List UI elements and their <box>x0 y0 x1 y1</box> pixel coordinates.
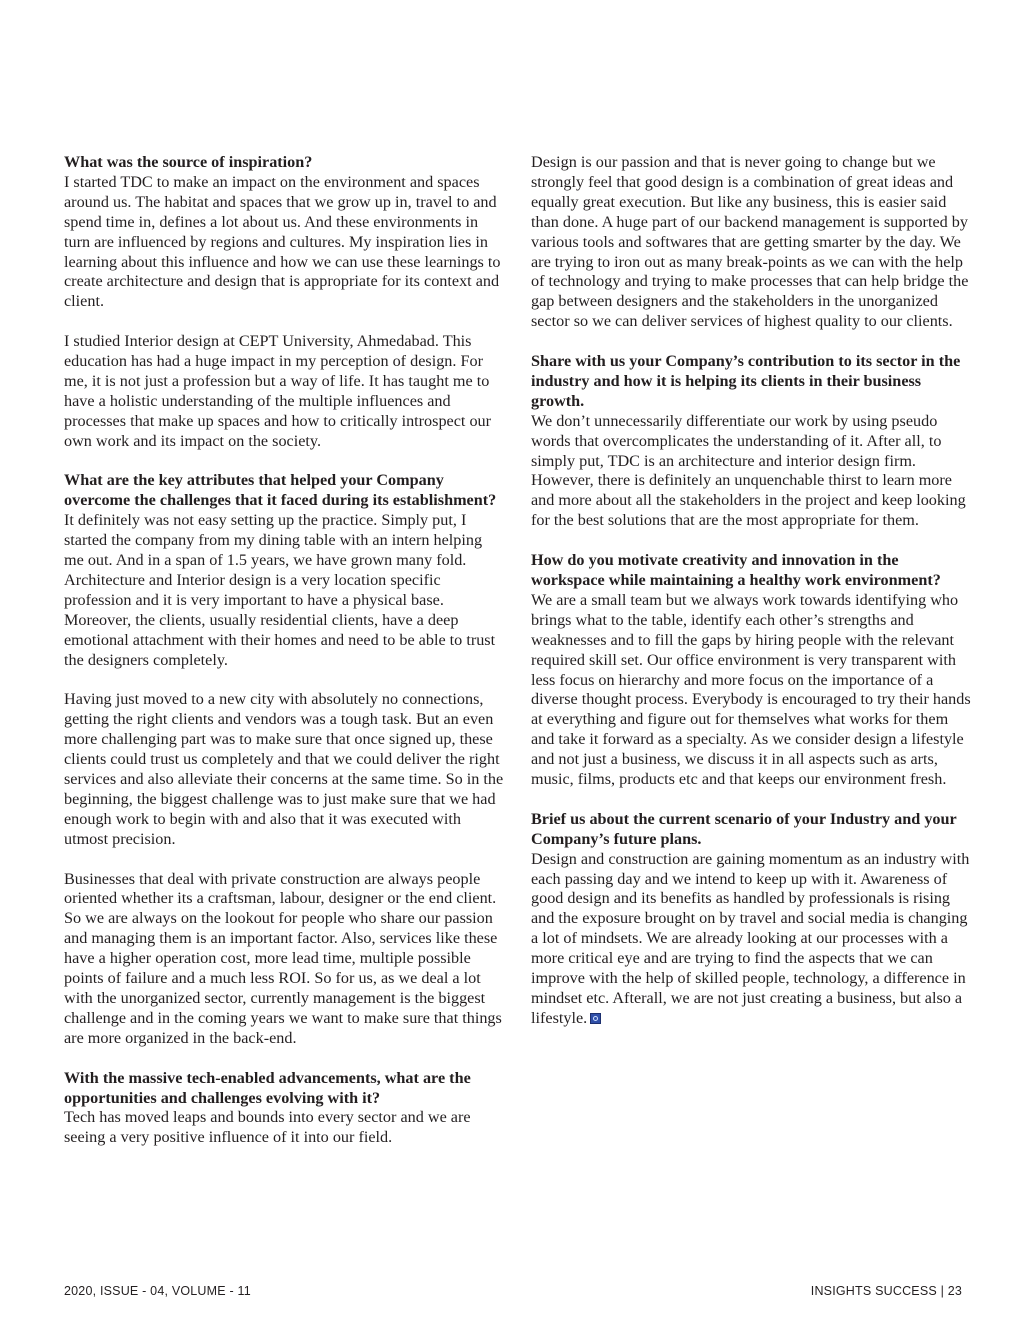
body-paragraph: Businesses that deal with private construction are always people oriented whether its a craftsman, labour, designer or the end client. So we are always on the lookout for people who share our passion and managing them is an important factor. Also, services like these have a higher operation cost, more lead time, multiple possible points of failure and a much less ROI. So for us, as we deal a lot with the unorganized sector, currently management is the biggest challenge and in the coming years we want to make sure that things are more organized in the back-end. <box>64 869 502 1047</box>
footer-issue-info: 2020, ISSUE - 04, VOLUME - 11 <box>64 1284 251 1298</box>
question-heading: Brief us about the current scenario of your Industry and your Company’s future plans. <box>531 809 957 848</box>
question-heading: What was the source of inspiration? <box>64 153 313 171</box>
answer-paragraph: We don’t unnecessarily differentiate our work by using pseudo words that overcomplicates the understanding of it. After all, to simply put, TDC is an architecture and interior design firm. However, there is definitely an unquenchable thirst to learn more and more about all the stakeholders in the project and keep looking for the best solutions that are the most appropriate for them. <box>531 411 966 530</box>
qa-tech-advancements <box>64 1069 504 1149</box>
qa-key-attributes <box>64 471 504 670</box>
right-column <box>531 153 971 1029</box>
paragraph-new-city <box>64 690 504 849</box>
paragraph-private-construction <box>64 870 504 1049</box>
question-heading: What are the key attributes that helped your Company overcome the challenges that it faced during its establishment? <box>64 471 497 510</box>
question-heading: With the massive tech-enabled advancements, what are the opportunities and challenges evolving with it? <box>64 1068 471 1107</box>
paragraph-education <box>64 332 504 451</box>
qa-company-contribution <box>531 352 971 531</box>
answer-paragraph: We are a small team but we always work towards identifying who brings what to the table, identify each other’s strengths and weaknesses and to fill the gaps by hiring people with the relevant required skill set. Our office environment is very transparent with less focus on hierarchy and more focus on the importance of a diverse thought process. Everybody is encouraged to try their hands at everything and figure out for themselves what works for them and take it forward as a specialty. As we consider design a lifestyle and not just a business, we discuss it in all aspects such as arts, music, films, products etc and that keeps our environment fresh. <box>531 590 971 789</box>
qa-future-plans <box>531 810 971 1029</box>
answer-paragraph: It definitely was not easy setting up the practice. Simply put, I started the company from my dining table with an intern helping me out. And in a span of 1.5 years, we have grown many fold. Architecture and Interior design is a very location specific profession and it is very important to have a physical base. Moreover, the clients, usually residential clients, have a deep emotional attachment with their homes and need to be able to trust the designers completely. <box>64 511 496 669</box>
left-column <box>64 153 504 1148</box>
footer-page-info: INSIGHTS SUCCESS | 23 <box>810 1284 962 1298</box>
body-paragraph: Having just moved to a new city with absolutely no connections, getting the right clients and vendors was a tough task. But an even more challenging part was to make sure that once signed up, these clients could trust us completely and that we could deliver the right services and also alleviate their concerns at the same time. So in the beginning, the biggest challenge was to just make sure that we had enough work to begin with and also that it was executed with utmost precision. <box>64 690 504 848</box>
qa-creativity <box>531 551 971 790</box>
paragraph-design-passion <box>531 153 971 332</box>
question-heading: How do you motivate creativity and innovation in the workspace while maintaining a healthy work environment? <box>531 551 941 589</box>
answer-paragraph: I started TDC to make an impact on the environment and spaces around us. The habitat and spaces that we grow up in, travel to and spend time in, defines a lot about us. And these environments in turn are influenced by regions and cultures. My inspiration lies in learning about this influence and how we can use these learnings to create architecture and design that is appropriate for its context and client. <box>64 172 501 311</box>
question-heading: Share with us your Company’s contribution to its sector in the industry and how it is helping its clients in their business growth. <box>531 352 961 410</box>
article-end-icon <box>590 1013 601 1024</box>
answer-text: Design and construction are gaining momentum as an industry with each passing day and we intend to keep up with it. Awareness of good design and its benefits as handled by professionals is rising and the exposure brought on by travel and social media is changing a lot of mindsets. We are already looking at our processes with a more critical eye and are trying to find the aspects that we can improve with the help of skilled people, technology, a difference in mindset etc. Afterall, we are not just creating a business, but also a lifestyle. <box>531 849 970 1027</box>
answer-paragraph: Tech has moved leaps and bounds into every sector and we are seeing a very positive influence of it into our field. <box>64 1108 471 1147</box>
qa-inspiration <box>64 153 504 312</box>
body-paragraph: Design is our passion and that is never going to change but we strongly feel that good design is a combination of great ideas and equally great execution. But like any business, this is easier said than done. A huge part of our backend management is supported by various tools and softwares that are getting smarter by the day. We are trying to iron out as many break-points as we can with the help of technology and trying to make processes that can help bridge the gap between designers and the stakeholders in the unorganized sector so we can deliver services of highest quality to our clients. <box>531 153 969 331</box>
answer-paragraph <box>531 850 971 1029</box>
body-paragraph: I studied Interior design at CEPT University, Ahmedabad. This education has had a huge impact in my perception of design. For me, it is not just a profession but a way of life. It has taught me to have a holistic understanding of the multiple influences and processes that make up spaces and how to critically introspect our own work and its impact on the society. <box>64 332 492 450</box>
